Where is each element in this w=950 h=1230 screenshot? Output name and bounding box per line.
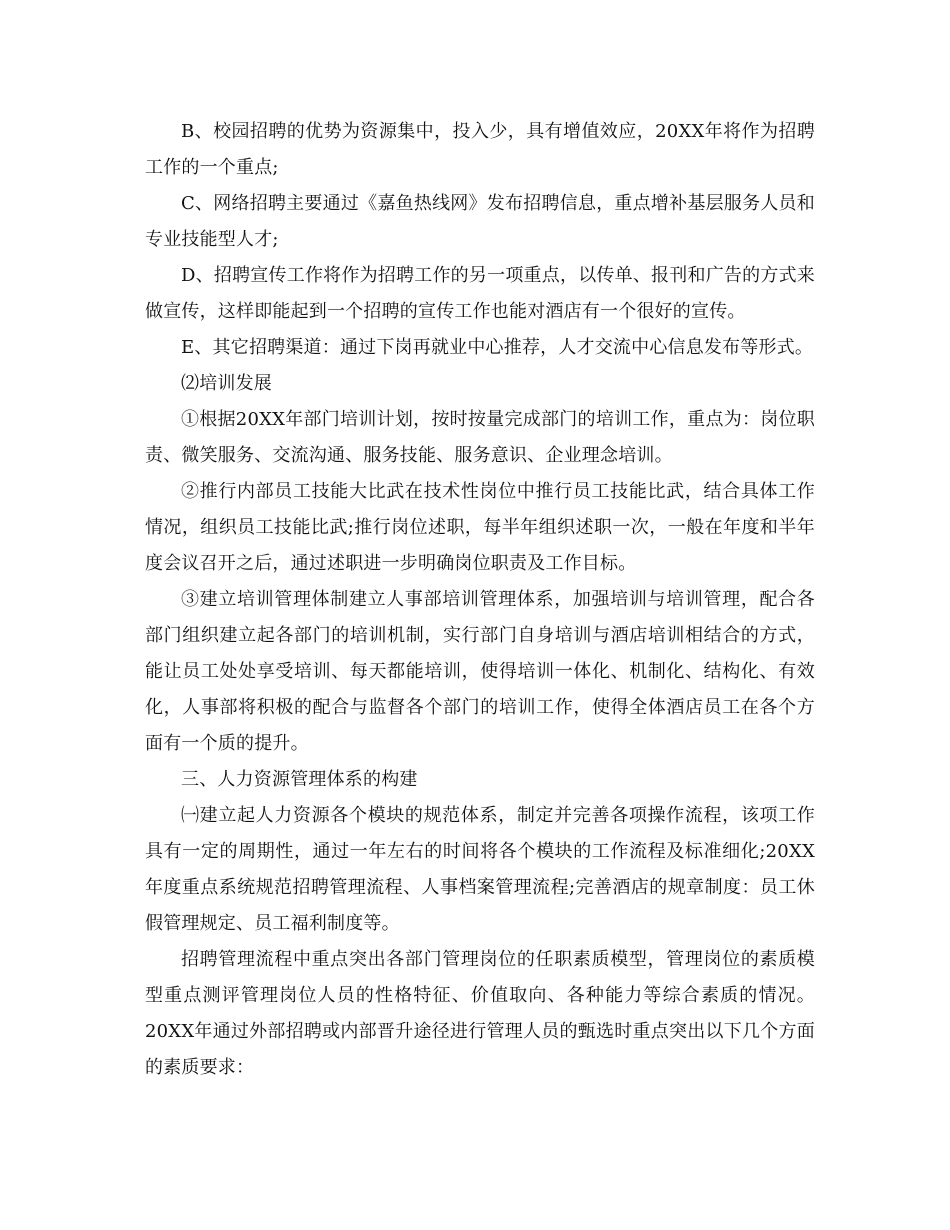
heading-hr-system: 三、人力资源管理体系的构建 bbox=[181, 769, 418, 790]
paragraph-training-plan: ①根据20XX年部门培训计划，按时按量完成部门的培训工作，重点为：岗位职责、微笑服务、交流沟通、服务技能、服务意识、企业理念培训。 bbox=[145, 409, 815, 466]
paragraph-online-recruiting: C、网络招聘主要通过《嘉鱼热线网》发布招聘信息，重点增补基层服务人员和专业技能型人才; bbox=[145, 193, 815, 250]
paragraph-recruiting-publicity: D、招聘宣传工作将作为招聘工作的另一项重点，以传单、报刊和广告的方式来做宣传，这样即能起到一个招聘的宣传工作也能对酒店有一个很好的宣传。 bbox=[145, 265, 815, 322]
document-body bbox=[145, 114, 815, 1086]
paragraph-training-system: ③建立培训管理体制建立人事部培训管理体系，加强培训与培训管理，配合各部门组织建立起各部门的培训机制，实行部门自身培训与酒店培训相结合的方式，能让员工处处享受培训、每天都能培训，使得培训一体化、机制化、结构化、有效化，人事部将积极的配合与监督各个部门的培训工作，使得全体酒店员工在各个方面有一个质的提升。 bbox=[145, 589, 815, 754]
paragraph-recruiting-process: 招聘管理流程中重点突出各部门管理岗位的任职素质模型，管理岗位的素质模型重点测评管理岗位人员的性格特征、价值取向、各种能力等综合素质的情况。20XX年通过外部招聘或内部晋升途径进行管理人员的甄选时重点突出以下几个方面的素质要求： bbox=[145, 949, 815, 1078]
paragraph-campus-recruiting: B、校园招聘的优势为资源集中，投入少，具有增值效应，20XX年将作为招聘工作的一个重点; bbox=[145, 121, 815, 178]
paragraph-skills-competition: ②推行内部员工技能大比武在技术性岗位中推行员工技能比武，结合具体工作情况，组织员工技能比武;推行岗位述职，每半年组织述职一次，一般在年度和半年度会议召开之后，通过述职进一步明确岗位职责及工作目标。 bbox=[145, 481, 815, 574]
paragraph-module-standards: ㈠建立起人力资源各个模块的规范体系，制定并完善各项操作流程，该项工作具有一定的周期性，通过一年左右的时间将各个模块的工作流程及标准细化;20XX年度重点系统规范招聘管理流程、人事档案管理流程;完善酒店的规章制度：员工休假管理规定、员工福利制度等。 bbox=[145, 805, 815, 934]
paragraph-other-channels: E、其它招聘渠道：通过下岗再就业中心推荐，人才交流中心信息发布等形式。 bbox=[181, 337, 814, 358]
heading-training-development: ⑵培训发展 bbox=[181, 373, 272, 394]
